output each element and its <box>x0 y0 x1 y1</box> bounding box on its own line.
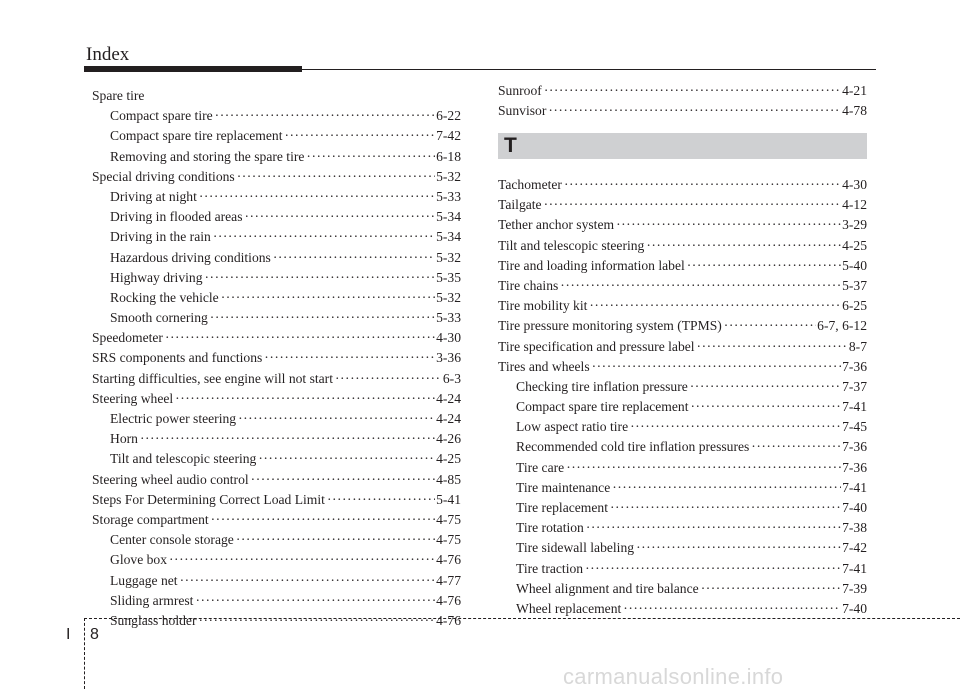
index-entry <box>498 175 867 195</box>
leader-dots <box>306 147 435 167</box>
index-entry-page: 4-75 <box>436 532 461 548</box>
index-entry <box>92 248 461 268</box>
index-entry-page: 4-12 <box>842 197 867 213</box>
index-entry-page: 4-76 <box>436 552 461 568</box>
leader-dots <box>335 369 442 389</box>
index-entry-label: Tire mobility kit <box>498 298 588 314</box>
index-entry-page: 6-18 <box>436 148 461 164</box>
index-entry-label: Compact spare tire replacement <box>516 399 689 415</box>
index-entry-page: 5-41 <box>436 491 461 507</box>
index-entry <box>92 449 461 469</box>
leader-dots <box>213 227 435 247</box>
index-entry-label: Steps For Determining Correct Load Limit <box>92 491 325 507</box>
index-entry <box>92 308 461 328</box>
index-entry-page: 4-77 <box>436 572 461 588</box>
index-entry-label: Tether anchor system <box>498 217 615 233</box>
leader-dots <box>544 195 841 215</box>
index-entry-label: Wheel replacement <box>516 600 622 616</box>
leader-dots <box>687 256 841 276</box>
index-entry-page: 4-21 <box>842 83 867 98</box>
index-entry-page: 3-36 <box>436 350 461 366</box>
leader-dots <box>198 611 435 631</box>
index-entry-page: 5-32 <box>436 168 461 184</box>
index-entry <box>498 81 867 101</box>
index-entry-page: 7-38 <box>842 520 867 536</box>
index-entry <box>92 369 461 389</box>
index-entry-label: Steering wheel <box>92 390 174 406</box>
leader-dots <box>751 437 841 457</box>
index-entry <box>498 559 867 579</box>
leader-dots <box>211 510 435 530</box>
index-entry-label: Hazardous driving conditions <box>110 249 271 265</box>
index-entry-label: Tachometer <box>498 177 562 192</box>
index-entry-page: 4-30 <box>436 330 461 346</box>
index-entry-page: 7-39 <box>842 580 867 596</box>
index-entry <box>92 429 461 449</box>
leader-dots <box>701 579 841 599</box>
index-entry-page: 6-22 <box>436 108 461 124</box>
index-entry-label: Tire care <box>516 459 565 475</box>
index-entry <box>498 357 867 377</box>
index-entry-label: SRS components and functions <box>92 350 263 366</box>
index-entry <box>92 86 461 106</box>
leader-dots <box>180 571 436 591</box>
index-column-right <box>498 175 867 619</box>
index-entry-page: 4-26 <box>436 431 461 447</box>
index-entry-page: 7-36 <box>842 439 867 455</box>
index-entry <box>92 126 461 146</box>
leader-dots <box>724 316 816 336</box>
index-entry <box>92 490 461 510</box>
index-entry-page: 5-32 <box>436 289 461 305</box>
index-entry-page: 5-35 <box>436 269 461 285</box>
index-entry-label: Sunglass holder <box>110 612 197 628</box>
index-entry <box>498 417 867 437</box>
leader-dots <box>592 357 841 377</box>
leader-dots <box>238 409 435 429</box>
index-entry-page: 7-41 <box>842 479 867 495</box>
index-entry-page: 7-40 <box>842 600 867 616</box>
index-entry-page: 7-36 <box>842 358 867 374</box>
index-entry-label: Spare tire <box>92 88 145 103</box>
index-entry-label: Tire sidewall labeling <box>516 540 635 556</box>
index-entry-page: 7-41 <box>842 560 867 576</box>
leader-dots <box>258 449 435 469</box>
leader-dots <box>589 296 841 316</box>
leader-dots <box>175 389 435 409</box>
index-entry-label: Highway driving <box>110 269 203 285</box>
index-entry <box>92 167 461 187</box>
index-entry-label: Smooth cornering <box>110 310 208 326</box>
leader-dots <box>623 599 841 619</box>
index-entry <box>92 530 461 550</box>
leader-dots <box>169 550 435 570</box>
section-letter: T <box>504 134 517 157</box>
index-entry <box>92 550 461 570</box>
index-entry <box>92 106 461 126</box>
leader-dots <box>564 175 841 195</box>
index-entry-page: 4-78 <box>842 103 867 119</box>
index-entry <box>92 591 461 611</box>
index-entry <box>92 389 461 409</box>
index-entry-page: 5-40 <box>842 257 867 273</box>
footer-rule <box>84 618 960 619</box>
leader-dots <box>236 530 435 550</box>
index-entry-label: Driving in flooded areas <box>110 209 243 225</box>
index-entry <box>498 478 867 498</box>
index-entry-page: 4-76 <box>436 592 461 608</box>
index-entry <box>498 458 867 478</box>
index-entry <box>498 397 867 417</box>
leader-dots <box>327 490 435 510</box>
leader-dots <box>205 268 436 288</box>
leader-dots <box>264 348 435 368</box>
leader-dots <box>690 377 841 397</box>
index-column-right-top <box>498 81 867 121</box>
leader-dots <box>585 559 841 579</box>
leader-dots <box>251 470 435 490</box>
index-entry-label: Compact spare tire replacement <box>110 128 283 144</box>
index-entry-label: Tilt and telescopic steering <box>498 237 645 253</box>
index-entry-label: Checking tire inflation pressure <box>516 378 688 394</box>
index-entry-label: Tire specification and pressure label <box>498 338 695 354</box>
index-entry-label: Recommended cold tire inflation pressures <box>516 439 750 455</box>
index-entry-page: 7-42 <box>436 128 461 144</box>
index-entry <box>92 227 461 247</box>
index-entry-page: 6-3 <box>442 370 461 386</box>
index-entry-page: 5-34 <box>436 209 461 225</box>
index-entry-label: Tire replacement <box>516 500 608 515</box>
index-entry <box>92 409 461 429</box>
index-entry-page: 4-24 <box>436 411 461 426</box>
index-entry <box>498 518 867 538</box>
index-entry-label: Steering wheel audio control <box>92 471 249 487</box>
index-entry <box>92 288 461 308</box>
leader-dots <box>586 518 841 538</box>
index-entry-label: Tire maintenance <box>516 479 611 495</box>
index-entry-page: 4-30 <box>842 177 867 192</box>
index-entry <box>92 470 461 490</box>
leader-dots <box>284 126 435 146</box>
section-letter-band <box>498 133 867 159</box>
index-entry-page: 7-45 <box>842 419 867 435</box>
leader-dots <box>273 248 435 268</box>
leader-dots <box>210 308 435 328</box>
index-entry-page: 4-25 <box>842 237 867 253</box>
index-entry <box>498 101 867 121</box>
leader-dots <box>140 429 435 449</box>
index-entry-label: Horn <box>110 431 138 447</box>
index-entry-page: 7-40 <box>842 500 867 515</box>
index-column-left <box>92 86 461 631</box>
index-entry-label: Driving in the rain <box>110 229 211 245</box>
index-entry <box>92 611 461 631</box>
leader-dots <box>630 417 841 437</box>
index-entry-label: Sunroof <box>498 83 542 98</box>
index-entry-label: Speedometer <box>92 330 163 346</box>
index-entry-page: 5-33 <box>436 310 461 326</box>
index-entry <box>498 437 867 457</box>
index-entry <box>498 276 867 296</box>
index-entry <box>498 579 867 599</box>
index-entry-page: 5-33 <box>436 188 461 204</box>
leader-dots <box>646 236 841 256</box>
index-entry-label: Sunvisor <box>498 103 547 119</box>
index-entry-page: 5-34 <box>436 229 461 245</box>
page-header-title: Index <box>86 44 130 65</box>
index-entry <box>92 187 461 207</box>
watermark: carmanualsonline.info <box>563 664 784 689</box>
leader-dots <box>544 81 841 101</box>
index-entry <box>92 147 461 167</box>
leader-dots <box>636 538 841 558</box>
index-entry <box>92 268 461 288</box>
index-entry-page: 8-7 <box>848 338 867 354</box>
index-entry <box>92 328 461 348</box>
index-entry-label: Special driving conditions <box>92 168 235 184</box>
header-rule-thin <box>302 69 876 70</box>
index-entry-label: Sliding armrest <box>110 592 194 608</box>
index-entry <box>498 337 867 357</box>
index-entry-page: 4-85 <box>436 471 461 487</box>
index-entry <box>498 215 867 235</box>
index-entry <box>498 538 867 558</box>
index-entry <box>498 195 867 215</box>
index-entry-label: Tire rotation <box>516 520 584 536</box>
index-entry-page: 4-75 <box>436 511 461 527</box>
index-entry-label: Luggage net <box>110 572 178 588</box>
leader-dots <box>560 276 841 296</box>
index-entry-label: Tilt and telescopic steering <box>110 451 257 467</box>
leader-dots <box>697 337 848 357</box>
index-entry-page: 3-29 <box>842 217 867 233</box>
footer-rule-vertical <box>84 618 85 689</box>
index-entry <box>92 348 461 368</box>
leader-dots <box>199 187 435 207</box>
leader-dots <box>616 215 841 235</box>
index-entry <box>92 207 461 227</box>
index-entry-page: 4-25 <box>436 451 461 467</box>
footer-page-number: 8 <box>90 626 99 643</box>
index-entry <box>92 571 461 591</box>
index-entry <box>498 316 867 336</box>
index-entry-label: Glove box <box>110 552 168 568</box>
index-entry <box>92 510 461 530</box>
index-entry-label: Tire traction <box>516 560 584 576</box>
index-entry-label: Center console storage <box>110 532 234 548</box>
leader-dots <box>221 288 435 308</box>
index-entry-page: 7-41 <box>842 399 867 415</box>
leader-dots <box>245 207 436 227</box>
index-entry <box>498 296 867 316</box>
index-entry-label: Electric power steering <box>110 411 237 426</box>
header-rule-thick <box>84 66 302 72</box>
leader-dots <box>215 106 435 126</box>
index-entry-label: Driving at night <box>110 188 197 204</box>
index-entry-label: Removing and storing the spare tire <box>110 148 305 164</box>
leader-dots <box>237 167 435 187</box>
leader-dots <box>195 591 435 611</box>
index-entry <box>498 498 867 518</box>
leader-dots <box>610 498 841 518</box>
leader-dots <box>690 397 841 417</box>
index-entry-label: Starting difficulties, see engine will not start <box>92 370 333 386</box>
index-entry <box>498 236 867 256</box>
index-entry-page: 7-42 <box>842 540 867 556</box>
index-entry-page: 4-24 <box>436 390 461 406</box>
leader-dots <box>612 478 841 498</box>
index-entry-page: 7-36 <box>842 459 867 475</box>
index-entry-page: 4-76 <box>436 612 461 628</box>
index-entry-label: Tire pressure monitoring system (TPMS) <box>498 318 722 334</box>
index-entry-label: Rocking the vehicle <box>110 289 219 305</box>
index-entry <box>498 599 867 619</box>
leader-dots <box>548 101 841 121</box>
index-entry-label: Compact spare tire <box>110 108 213 124</box>
index-entry <box>498 377 867 397</box>
leader-dots <box>566 458 841 478</box>
leader-dots <box>165 328 435 348</box>
index-entry-page: 6-25 <box>842 298 867 314</box>
index-entry-label: Tailgate <box>498 197 542 213</box>
index-entry-label: Tire and loading information label <box>498 257 685 273</box>
index-entry-label: Storage compartment <box>92 511 209 527</box>
index-entry-page: 5-37 <box>842 277 867 293</box>
index-entry-label: Wheel alignment and tire balance <box>516 580 699 596</box>
index-entry <box>498 256 867 276</box>
index-entry-label: Tires and wheels <box>498 358 590 374</box>
footer-section: I <box>66 626 71 643</box>
index-entry-label: Low aspect ratio tire <box>516 419 629 435</box>
index-entry-page: 5-32 <box>436 249 461 265</box>
index-entry-page: 6-7, 6-12 <box>817 318 867 334</box>
index-entry-label: Tire chains <box>498 277 559 293</box>
index-entry-page: 7-37 <box>842 378 867 394</box>
